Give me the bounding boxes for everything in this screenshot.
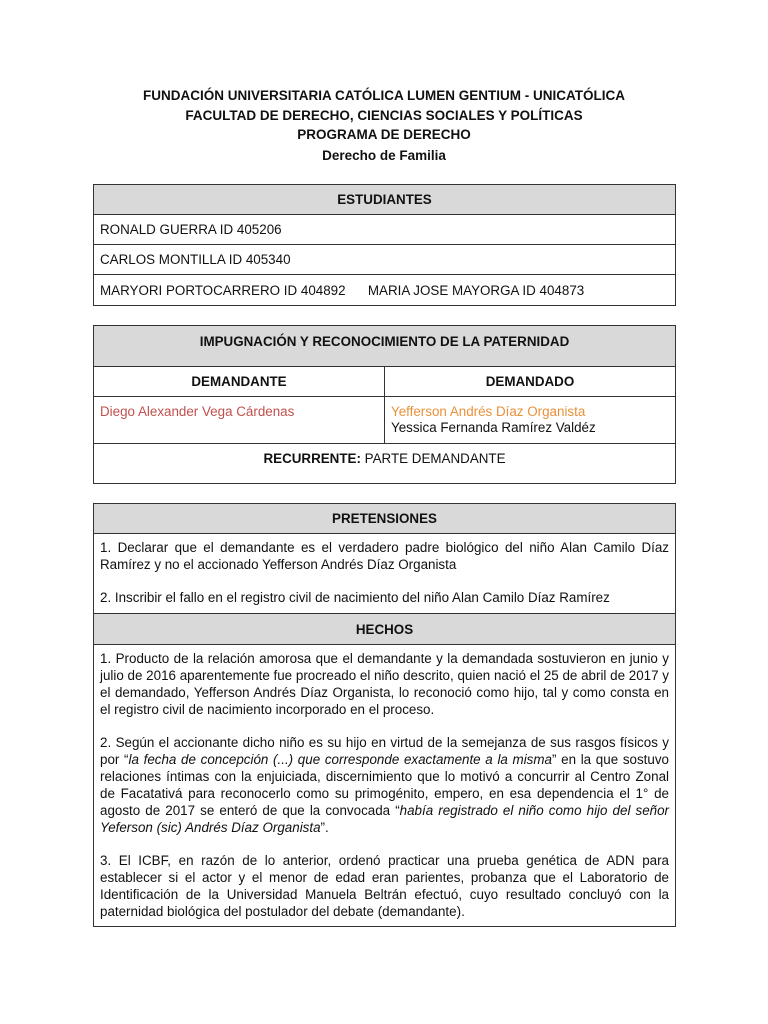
program-name: PROGRAMA DE DERECHO [297, 127, 471, 142]
fact-item [100, 734, 669, 836]
case-table [93, 325, 676, 484]
fact-item: 1. Producto de la relación amorosa que el demandante y la demandada sostuvieron en junio y julio de 2016 aparentemente fue procreado el niño descrito, quien nació el 25 de abril de 2017 y el demandado, Yefferson Andrés Díaz Organista, lo reconoció como hijo, tal y como consta en el registro civil de nacimiento incorporado en el proceso. [100, 651, 669, 717]
institution-name: FUNDACIÓN UNIVERSITARIA CATÓLICA LUMEN GENTIUM - UNICATÓLICA [143, 88, 625, 103]
fact-quote: la fecha de concepción (...) que corresponde exactamente a la misma [128, 752, 552, 767]
facts-title: HECHOS [94, 614, 676, 645]
student-row: CARLOS MONTILLA ID 405340 [94, 245, 676, 275]
claim-item: 1. Declarar que el demandante es el verdadero padre biológico del niño Alan Camilo Díaz Ramírez y no el accionado Yefferson Andrés Díaz Organista [100, 540, 669, 572]
appellant-label: RECURRENTE: [263, 451, 361, 466]
defendant-name-2: Yessica Fernanda Ramírez Valdéz [391, 420, 596, 435]
appellant-value: PARTE DEMANDANTE [360, 451, 506, 466]
student-row: MARYORI PORTOCARRERO ID 404892 MARIA JOSE MAYORGA ID 404873 [94, 275, 676, 306]
claim-item: 2. Inscribir el fallo en el registro civil de nacimiento del niño Alan Camilo Díaz Ramírez [100, 590, 610, 605]
case-title: IMPUGNACIÓN Y RECONOCIMIENTO DE LA PATERNIDAD [94, 326, 676, 367]
claims-title: PRETENSIONES [94, 504, 676, 534]
fact-text: ” en la que sostuvo relaciones íntimas con la enjuiciada, discernimiento que lo motivó a concurrir al Centro Zonal de Facatativá para reconocerlo como su primogénito, empero, en esa dependencia el 1° de agosto de 2017 se enteró de que la convocada “ [100, 752, 669, 818]
fact-quote: había registrado el niño como hijo del señor Yeferson (sic) Andrés Díaz Organista [100, 803, 669, 835]
fact-item: 3. El ICBF, en razón de lo anterior, ordenó practicar una prueba genética de ADN para establecer si el actor y el menor de edad eran parientes, probanza que el Laboratorio de Identificación de la Universidad Manuela Beltrán efectuó, cuyo resultado concluyó con la paternidad biológica del postulador del debate (demandante). [100, 853, 669, 919]
appellant-row [94, 444, 676, 484]
facts-list [94, 645, 676, 927]
students-title: ESTUDIANTES [94, 185, 676, 215]
faculty-name: FACULTAD DE DERECHO, CIENCIAS SOCIALES Y POLÍTICAS [185, 107, 583, 123]
claims-list [94, 534, 676, 614]
plaintiff-name: Diego Alexander Vega Cárdenas [94, 397, 385, 444]
defendant-label: DEMANDADO [385, 367, 676, 397]
defendant-name-1: Yefferson Andrés Díaz Organista [391, 404, 586, 419]
students-table [93, 184, 676, 306]
plaintiff-label: DEMANDANTE [94, 367, 385, 397]
claims-facts-table [93, 503, 676, 927]
student-row: RONALD GUERRA ID 405206 [94, 215, 676, 245]
course-name: Derecho de Familia [322, 147, 446, 163]
fact-text: ”. [320, 820, 329, 835]
defendants-cell [385, 397, 676, 444]
fact-text: 2. Según el accionante dicho niño es su hijo en virtud de la semejanza de sus rasgos físicos y por “ [100, 735, 669, 767]
document-header [0, 86, 768, 167]
